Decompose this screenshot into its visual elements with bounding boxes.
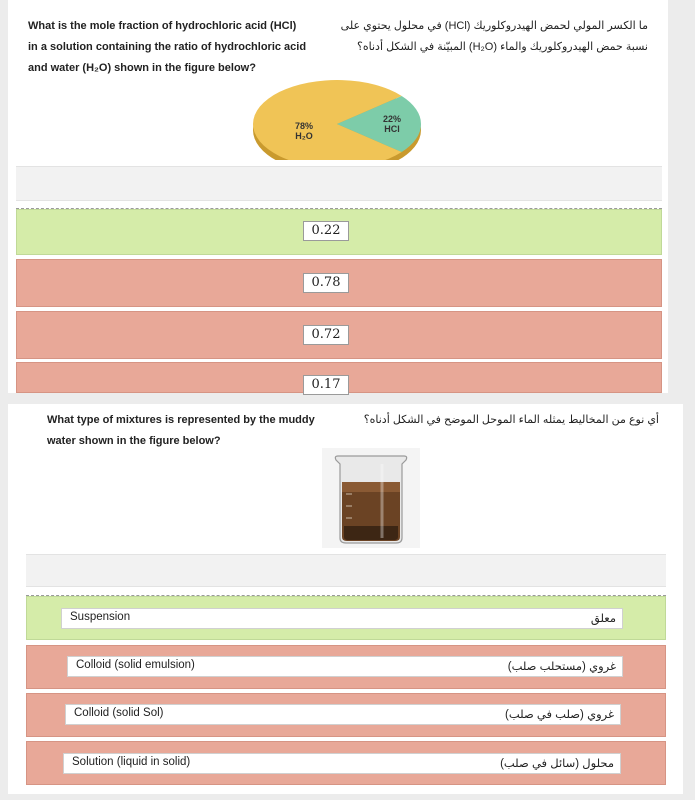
option-solution-bar bbox=[63, 753, 621, 774]
option-solution[interactable] bbox=[26, 741, 666, 785]
pie-label-h2o-pct: 78% bbox=[294, 121, 314, 131]
option-suspension[interactable] bbox=[26, 596, 666, 640]
option-3-value: 0.72 bbox=[303, 325, 349, 345]
option-suspension-bar bbox=[61, 608, 623, 629]
option-1[interactable] bbox=[16, 209, 662, 255]
pie-label-hcl-name: HCl bbox=[384, 124, 400, 134]
pie-label-hcl-pct: 22% bbox=[382, 114, 402, 124]
question-1-english-line-2: in a solution containing the ratio of hydrochloric acid bbox=[28, 41, 307, 53]
question-1-english-line-3: and water (H₂O) shown in the figure below? bbox=[28, 62, 256, 74]
option-colloid-sol[interactable] bbox=[26, 693, 666, 737]
option-suspension-ar: معلق bbox=[590, 613, 616, 625]
question-1-arabic-line-1: ما الكسر المولي لحمض الهيدروكلوريك (HCl) في محلول يحتوي على bbox=[340, 20, 648, 32]
option-solution-en: Solution (liquid in solid) bbox=[72, 756, 191, 768]
option-suspension-en: Suspension bbox=[70, 611, 131, 623]
option-colloid-emulsion-ar: غروي (مستحلب صلب) bbox=[507, 661, 616, 673]
question-1-card bbox=[8, 0, 668, 393]
pie-label-h2o-name: H₂O bbox=[295, 131, 313, 141]
pie-chart bbox=[248, 80, 430, 166]
option-4[interactable] bbox=[16, 362, 662, 393]
muddy-water-beaker-icon bbox=[322, 448, 420, 548]
answer-header-bar bbox=[16, 166, 662, 201]
option-colloid-sol-bar bbox=[65, 704, 621, 725]
option-4-value: 0.17 bbox=[303, 375, 349, 395]
question-2-english-line-1: What type of mixtures is represented by the muddy bbox=[47, 414, 315, 426]
option-2-value: 0.78 bbox=[303, 273, 349, 293]
option-colloid-emulsion[interactable] bbox=[26, 645, 666, 689]
question-1-english-line-1: What is the mole fraction of hydrochloric acid (HCl) bbox=[28, 20, 297, 32]
option-colloid-sol-ar: غروي (صلب في صلب) bbox=[505, 709, 614, 721]
question-1-arabic-line-2: نسبة حمض الهيدروكلوريك والماء (H₂O) المبيّنة في الشكل أدناه؟ bbox=[357, 41, 648, 53]
option-2[interactable] bbox=[16, 259, 662, 307]
question-2-english-line-2: water shown in the figure below? bbox=[47, 435, 221, 447]
option-colloid-emulsion-en: Colloid (solid emulsion) bbox=[76, 659, 195, 671]
question-2-arabic-line-1: أي نوع من المخاليط يمثله الماء الموحل الموضح في الشكل أدناه؟ bbox=[363, 414, 659, 426]
answer-header-bar-2 bbox=[26, 554, 666, 587]
option-3[interactable] bbox=[16, 311, 662, 359]
option-colloid-emulsion-bar bbox=[67, 656, 623, 677]
question-2-card bbox=[8, 404, 683, 794]
option-1-value: 0.22 bbox=[303, 221, 349, 241]
option-solution-ar: محلول (سائل في صلب) bbox=[500, 758, 614, 770]
option-colloid-sol-en: Colloid (solid Sol) bbox=[74, 707, 164, 719]
